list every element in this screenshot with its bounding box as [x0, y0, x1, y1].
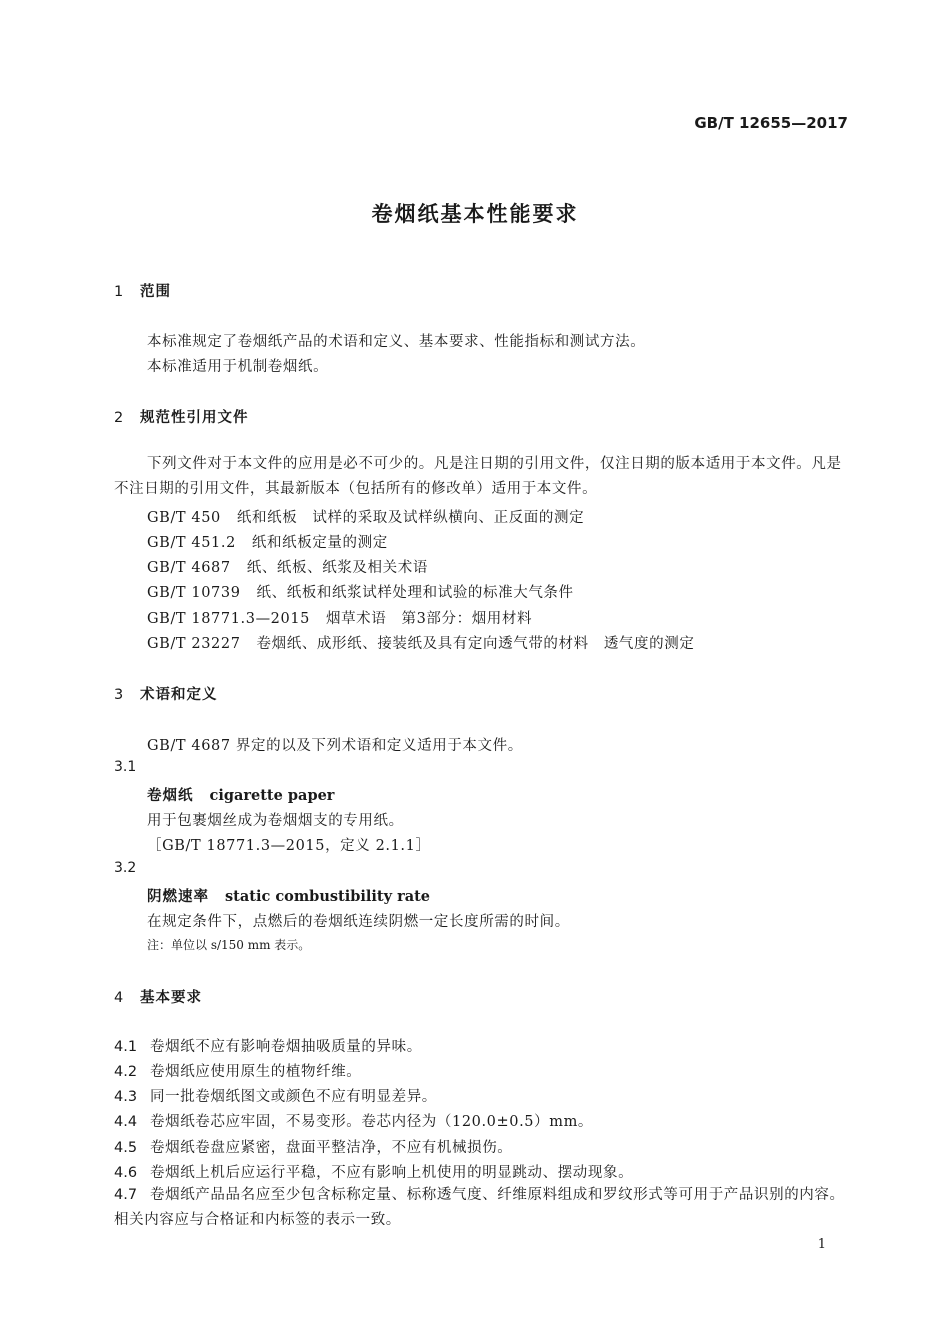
item-number: 4.5	[114, 1140, 138, 1156]
item-number: 4.3	[114, 1089, 138, 1105]
reference-code: GB/T 4687	[147, 560, 231, 576]
reference-title: 纸、纸板、纸浆及相关术语	[246, 560, 428, 576]
section-number: 2	[114, 410, 125, 426]
section-number: 3	[114, 687, 125, 703]
item-text: 卷烟纸应使用原生的植物纤维。	[150, 1064, 362, 1080]
reference-item	[147, 581, 574, 602]
paragraph: GB/T 4687 界定的以及下列术语和定义适用于本文件。	[147, 738, 523, 754]
paragraph: 本标准规定了卷烟纸产品的术语和定义、基本要求、性能指标和测试方法。	[147, 334, 646, 350]
standard-number: GB/T 12655—2017	[694, 114, 848, 132]
item-text: 卷烟纸不应有影响卷烟抽吸质量的异味。	[150, 1039, 422, 1055]
reference-code: GB/T 18771.3—2015	[147, 611, 310, 627]
paragraph: 本标准适用于机制卷烟纸。	[147, 359, 329, 375]
paragraph: 下列文件对于本文件的应用是必不可少的。凡是注日期的引用文件，仅注日期的版本适用于本文件。凡是不注日期的引用文件，其最新版本（包括所有的修改单）适用于本文件。	[114, 456, 842, 497]
requirement-item	[114, 1085, 437, 1106]
requirement-item	[114, 1183, 850, 1233]
requirement-item	[114, 1136, 512, 1157]
section-4-heading	[114, 986, 202, 1007]
term-note: 注：单位以 s/150 mm 表示。	[147, 938, 311, 952]
term-chinese: 卷烟纸	[147, 788, 194, 804]
reference-code: GB/T 23227	[147, 636, 241, 652]
item-number: 4.1	[114, 1039, 138, 1055]
item-text: 卷烟纸上机后应运行平稳，不应有影响上机使用的明显跳动、摆动现象。	[150, 1165, 634, 1181]
term-number: 3.2	[114, 860, 137, 876]
term-definition: 用于包裹烟丝成为卷烟烟支的专用纸。	[147, 813, 404, 829]
section-2-heading	[114, 406, 249, 427]
term-definition: 在规定条件下，点燃后的卷烟纸连续阴燃一定长度所需的时间。	[147, 914, 570, 930]
section-1-heading	[114, 280, 171, 301]
item-text: 卷烟纸产品品名应至少包含标称定量、标称透气度、纤维原料组成和罗纹形式等可用于产品识别的内容。相关内容应与合格证和内标签的表示一致。	[114, 1187, 845, 1228]
reference-title: 卷烟纸、成形纸、接装纸及具有定向透气带的材料 透气度的测定	[256, 636, 695, 652]
requirement-item	[114, 1060, 361, 1081]
requirement-item	[114, 1035, 422, 1056]
reference-item	[147, 607, 532, 628]
reference-item	[147, 506, 584, 527]
reference-title: 烟草术语 第3部分：烟用材料	[325, 611, 533, 627]
reference-title: 纸、纸板和纸浆试样处理和试验的标准大气条件	[256, 585, 574, 601]
section-title: 范围	[140, 284, 171, 300]
item-number: 4.7	[114, 1187, 138, 1203]
item-number: 4.4	[114, 1114, 138, 1130]
section-title: 规范性引用文件	[140, 410, 249, 426]
term-source: ［GB/T 18771.3—2015，定义 2.1.1］	[147, 838, 431, 854]
term-english: cigarette paper	[209, 787, 335, 804]
item-text: 同一批卷烟纸图文或颜色不应有明显差异。	[150, 1089, 437, 1105]
section-3-heading	[114, 683, 218, 704]
reference-item	[147, 531, 388, 552]
reference-item	[147, 556, 428, 577]
section-title: 术语和定义	[140, 687, 218, 703]
term-heading	[147, 784, 334, 805]
item-text: 卷烟纸卷芯应牢固，不易变形。卷芯内径为（120.0±0.5）mm。	[150, 1114, 594, 1130]
section-number: 1	[114, 284, 125, 300]
page-number: 1	[817, 1237, 826, 1252]
reference-code: GB/T 450	[147, 510, 221, 526]
reference-code: GB/T 10739	[147, 585, 241, 601]
reference-title: 纸和纸板 试样的采取及试样纵横向、正反面的测定	[236, 510, 585, 526]
term-heading	[147, 885, 430, 906]
section-number: 4	[114, 990, 125, 1006]
item-number: 4.2	[114, 1064, 138, 1080]
term-number: 3.1	[114, 759, 137, 775]
term-english: static combustibility rate	[225, 888, 431, 905]
item-number: 4.6	[114, 1165, 138, 1181]
requirement-item	[114, 1161, 633, 1182]
requirement-item	[114, 1110, 593, 1131]
reference-item	[147, 632, 694, 653]
item-text: 卷烟纸卷盘应紧密，盘面平整洁净，不应有机械损伤。	[150, 1140, 513, 1156]
reference-code: GB/T 451.2	[147, 535, 236, 551]
reference-title: 纸和纸板定量的测定	[251, 535, 388, 551]
term-chinese: 阴燃速率	[147, 889, 209, 905]
document-title: 卷烟纸基本性能要求	[371, 202, 579, 226]
section-title: 基本要求	[140, 990, 202, 1006]
